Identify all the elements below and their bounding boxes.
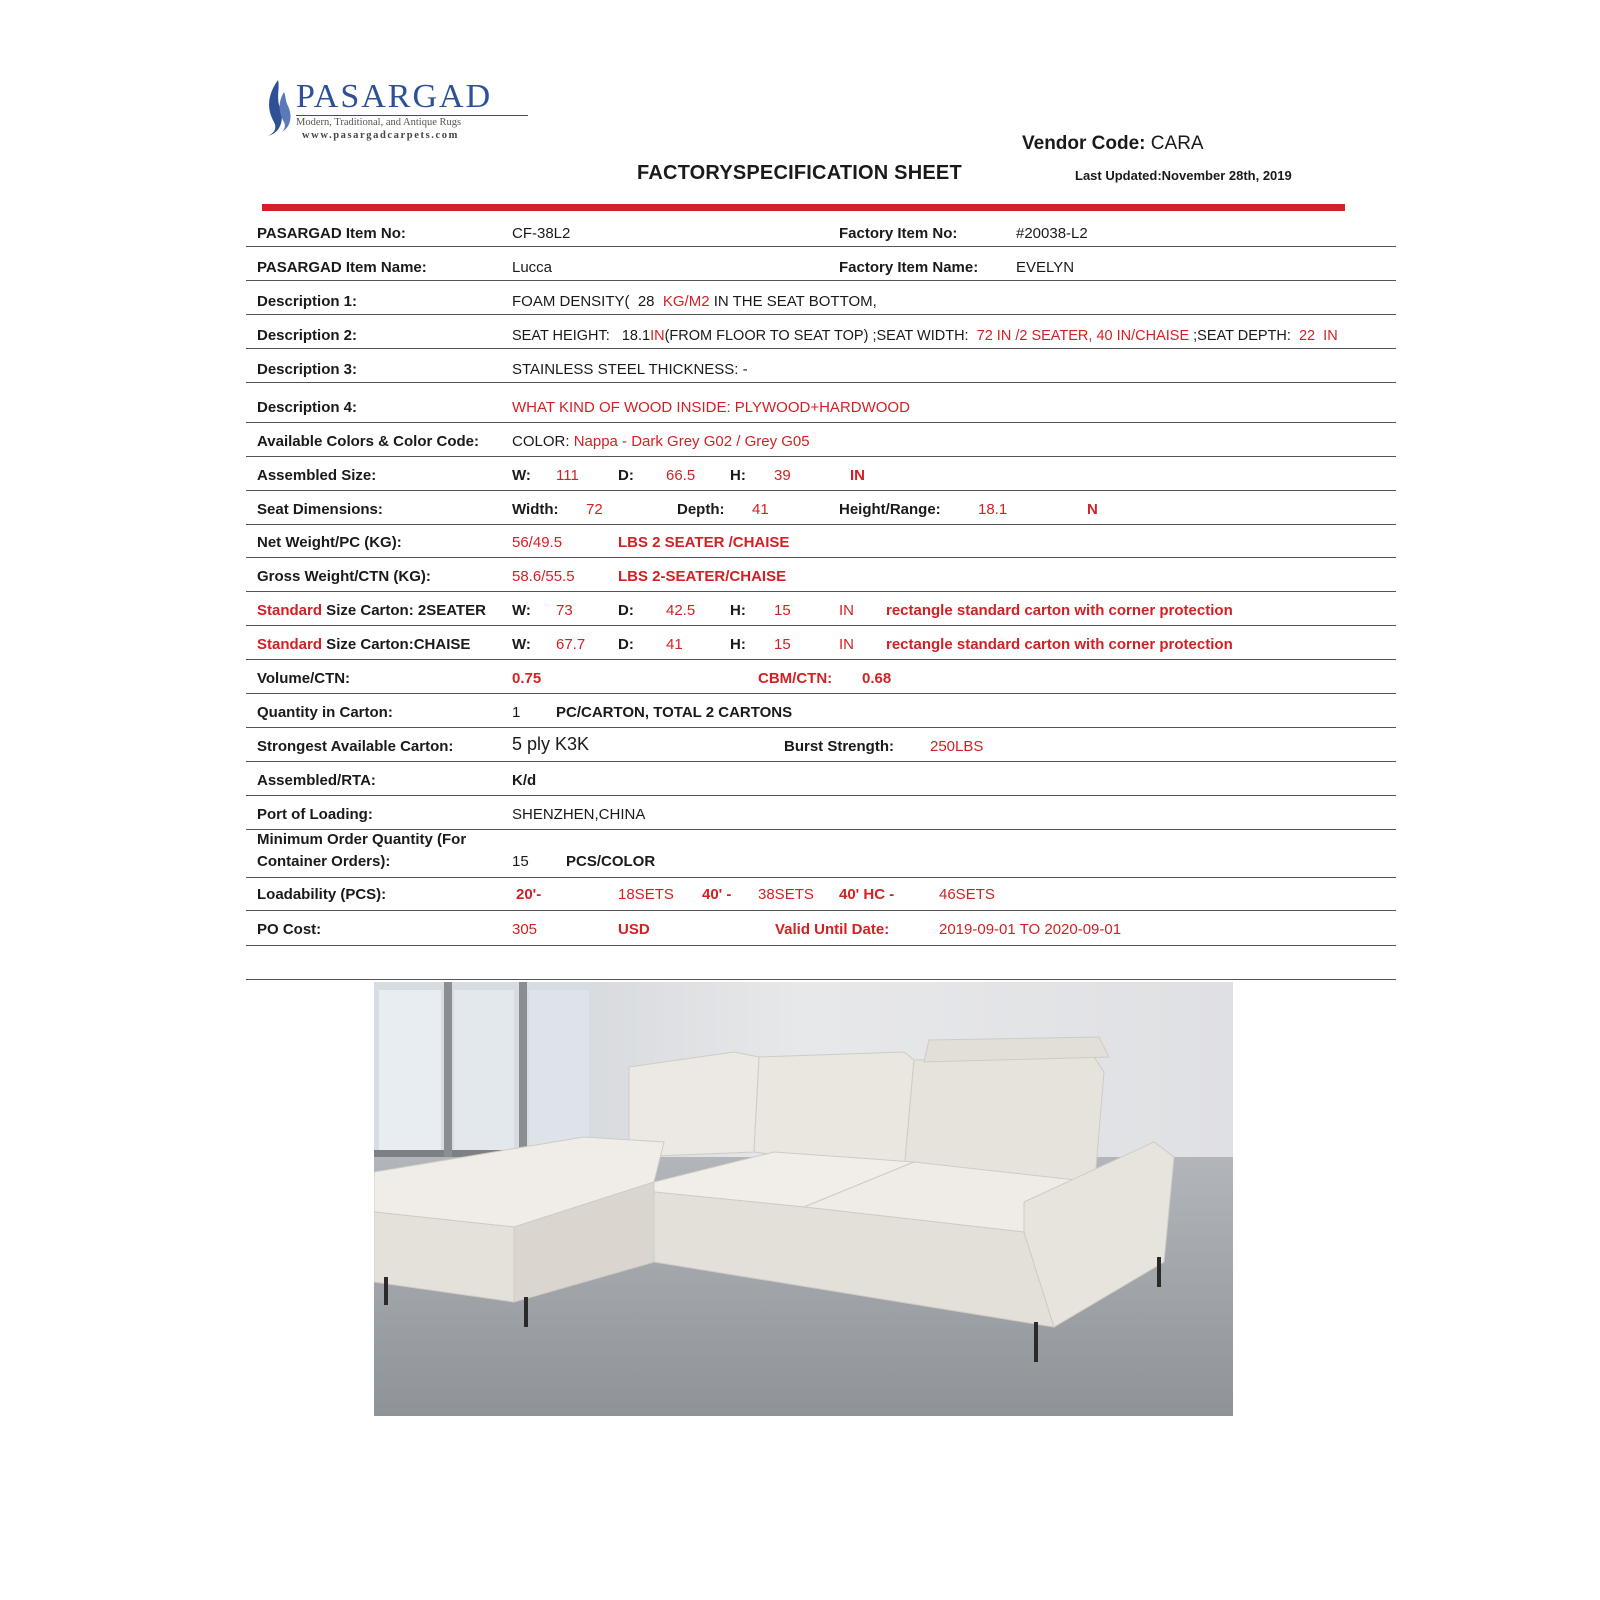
net-weight-note: LBS 2 SEATER /CHAISE bbox=[618, 534, 790, 551]
volume-label: Volume/CTN: bbox=[257, 670, 351, 687]
carton-type-label: Size Carton:CHAISE bbox=[322, 636, 471, 653]
po-cost-value: 305 bbox=[512, 921, 538, 938]
carton-2seater-note: rectangle standard carton with corner protection bbox=[886, 602, 1233, 619]
carton-2seater-w-value: 73 bbox=[556, 602, 573, 619]
description-2-label: Description 2: bbox=[257, 327, 358, 344]
carton-chaise-w-value: 67.7 bbox=[556, 636, 586, 653]
color-codes: Nappa - Dark Grey G02 / Grey G05 bbox=[573, 433, 810, 450]
vendor-code bbox=[1022, 133, 1204, 155]
assembled-h-value: 39 bbox=[774, 467, 791, 484]
desc2-part: ;SEAT DEPTH: bbox=[1189, 328, 1299, 344]
assembled-size-label: Assembled Size: bbox=[257, 467, 377, 484]
description-2-value bbox=[512, 327, 1338, 345]
gross-weight-note: LBS 2-SEATER/CHAISE bbox=[618, 568, 787, 585]
assembled-w-label: W: bbox=[512, 467, 531, 484]
seat-depth-value: 41 bbox=[752, 501, 769, 518]
cbm-value: 0.68 bbox=[862, 670, 892, 687]
carton-2seater-d-value: 42.5 bbox=[666, 602, 696, 619]
carton-strength-value: 5 ply K3K bbox=[512, 734, 590, 754]
assembled-d-value: 66.5 bbox=[666, 467, 696, 484]
load-40-label: 40' - bbox=[702, 886, 732, 903]
page-title: FACTORYSPECIFICATION SHEET bbox=[637, 162, 962, 184]
vendor-label: Vendor Code: bbox=[1022, 133, 1146, 154]
desc2-unit: IN bbox=[650, 328, 665, 344]
carton-chaise-note: rectangle standard carton with corner protection bbox=[886, 636, 1233, 653]
standard-label: Standard bbox=[257, 636, 323, 653]
vendor-value: CARA bbox=[1150, 133, 1204, 154]
item-no-label: PASARGAD Item No: bbox=[257, 225, 406, 242]
item-name-value: Lucca bbox=[512, 259, 553, 276]
valid-until-value: 2019-09-01 TO 2020-09-01 bbox=[939, 921, 1122, 938]
logo-url: www.pasargadcarpets.com bbox=[302, 130, 459, 141]
colors-label: Available Colors & Color Code: bbox=[257, 433, 479, 450]
pasargad-logo bbox=[262, 78, 532, 148]
po-cost-label: PO Cost: bbox=[257, 921, 322, 938]
desc2-part: (FROM FLOOR TO SEAT TOP) ;SEAT WIDTH: bbox=[664, 328, 977, 344]
load-40hc-label: 40' HC - bbox=[839, 886, 895, 903]
carton-2seater-d-label: D: bbox=[618, 602, 634, 619]
load-40hc-value: 46SETS bbox=[939, 886, 995, 903]
factory-item-name-value: EVELYN bbox=[1016, 259, 1075, 276]
moq-value: 15 bbox=[512, 853, 529, 870]
desc1-unit: KG/M2 bbox=[662, 293, 710, 310]
header-divider bbox=[262, 204, 1345, 211]
carton-2seater-h-value: 15 bbox=[774, 602, 791, 619]
quantity-value: 1 bbox=[512, 704, 521, 721]
moq-label-line1: Minimum Order Quantity (For bbox=[257, 831, 467, 848]
factory-item-no-label: Factory Item No: bbox=[839, 225, 958, 242]
quantity-note: PC/CARTON, TOTAL 2 CARTONS bbox=[556, 704, 793, 721]
assembled-rta-label: Assembled/RTA: bbox=[257, 772, 376, 789]
item-no-value: CF-38L2 bbox=[512, 225, 571, 242]
desc2-seat-depth: 22 IN bbox=[1298, 328, 1338, 344]
load-20-value: 18SETS bbox=[618, 886, 674, 903]
burst-strength-value: 250LBS bbox=[930, 738, 984, 755]
assembled-w-value: 111 bbox=[556, 467, 579, 484]
assembled-unit: IN bbox=[850, 467, 865, 484]
loadability-label: Loadability (PCS): bbox=[257, 886, 387, 903]
carton-type-label: Size Carton: 2SEATER bbox=[322, 602, 486, 619]
assembled-h-label: H: bbox=[730, 467, 746, 484]
port-value: SHENZHEN,CHINA bbox=[512, 806, 646, 823]
carton-2seater-h-label: H: bbox=[730, 602, 746, 619]
seat-dimensions-label: Seat Dimensions: bbox=[257, 501, 383, 518]
desc1-part: IN THE SEAT BOTTOM, bbox=[709, 293, 877, 310]
logo-tagline: Modern, Traditional, and Antique Rugs bbox=[296, 117, 462, 128]
quantity-label: Quantity in Carton: bbox=[257, 704, 393, 721]
description-3-value: STAINLESS STEEL THICKNESS: - bbox=[512, 361, 748, 378]
load-20-label: 20'- bbox=[516, 886, 542, 903]
sofa-product-photo bbox=[374, 982, 1233, 1416]
carton-2seater-label bbox=[257, 602, 486, 620]
desc2-part: SEAT HEIGHT: 18.1 bbox=[512, 328, 651, 344]
last-updated: Last Updated:November 28th, 2019 bbox=[1075, 168, 1292, 183]
seat-height-label: Height/Range: bbox=[839, 501, 941, 518]
carton-chaise-d-label: D: bbox=[618, 636, 634, 653]
factory-item-name-label: Factory Item Name: bbox=[839, 259, 979, 276]
burst-strength-label: Burst Strength: bbox=[784, 738, 894, 755]
carton-chaise-d-value: 41 bbox=[666, 636, 683, 653]
description-1-label: Description 1: bbox=[257, 293, 358, 310]
flame-logo-icon bbox=[262, 78, 294, 138]
volume-value: 0.75 bbox=[512, 670, 542, 687]
description-4-value: WHAT KIND OF WOOD INSIDE: PLYWOOD+HARDWOOD bbox=[512, 399, 910, 416]
seat-depth-label: Depth: bbox=[677, 501, 725, 518]
net-weight-label: Net Weight/PC (KG): bbox=[257, 534, 402, 551]
description-3-label: Description 3: bbox=[257, 361, 358, 378]
logo-divider bbox=[296, 115, 528, 116]
description-1-value bbox=[512, 293, 877, 311]
standard-label: Standard bbox=[257, 602, 323, 619]
valid-until-label: Valid Until Date: bbox=[775, 921, 890, 938]
description-4-label: Description 4: bbox=[257, 399, 358, 416]
carton-chaise-unit: IN bbox=[839, 636, 854, 653]
load-40-value: 38SETS bbox=[758, 886, 814, 903]
po-cost-currency: USD bbox=[618, 921, 650, 938]
colors-value bbox=[512, 433, 810, 451]
seat-height-value: 18.1 bbox=[978, 501, 1008, 518]
gross-weight-label: Gross Weight/CTN (KG): bbox=[257, 568, 431, 585]
carton-chaise-label bbox=[257, 636, 470, 654]
moq-unit: PCS/COLOR bbox=[566, 853, 656, 870]
moq-label-line2: Container Orders): bbox=[257, 853, 391, 870]
carton-chaise-h-value: 15 bbox=[774, 636, 791, 653]
gross-weight-value: 58.6/55.5 bbox=[512, 568, 575, 585]
color-prefix: COLOR: bbox=[512, 433, 574, 450]
assembled-rta-value: K/d bbox=[512, 772, 537, 789]
factory-item-no-value: #20038-L2 bbox=[1016, 225, 1088, 242]
carton-chaise-w-label: W: bbox=[512, 636, 531, 653]
logo-name: PASARGAD bbox=[296, 78, 493, 115]
carton-2seater-w-label: W: bbox=[512, 602, 531, 619]
seat-unit: N bbox=[1087, 501, 1098, 518]
carton-strength-label: Strongest Available Carton: bbox=[257, 738, 454, 755]
cbm-label: CBM/CTN: bbox=[758, 670, 833, 687]
port-label: Port of Loading: bbox=[257, 806, 373, 823]
carton-chaise-h-label: H: bbox=[730, 636, 746, 653]
item-name-label: PASARGAD Item Name: bbox=[257, 259, 427, 276]
seat-width-value: 72 bbox=[586, 501, 603, 518]
desc1-part: FOAM DENSITY( 28 bbox=[512, 293, 663, 310]
seat-width-label: Width: bbox=[512, 501, 559, 518]
assembled-d-label: D: bbox=[618, 467, 634, 484]
desc2-seat-width: 72 IN /2 SEATER, 40 IN/CHAISE bbox=[976, 328, 1190, 344]
carton-2seater-unit: IN bbox=[839, 602, 854, 619]
net-weight-value: 56/49.5 bbox=[512, 534, 563, 551]
